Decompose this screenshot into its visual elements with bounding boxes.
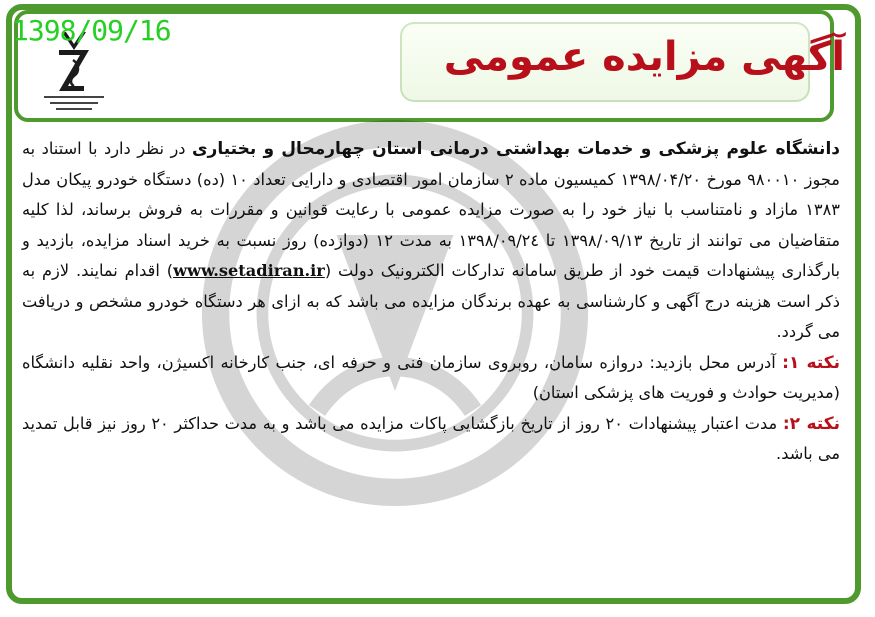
announcement-paragraph bbox=[22, 134, 840, 348]
date-stamp: 1398/09/16 bbox=[12, 14, 171, 47]
note-2-text: مدت اعتبار پیشنهادات ۲۰ روز از تاریخ بازگشایی پاکات مزایده می باشد و به مدت حداکثر ۲۰ روز نیز قابل تمدید می باشد. bbox=[22, 413, 840, 463]
announcement-body bbox=[22, 134, 840, 470]
lead-organization: دانشگاه علوم پزشکی و خدمات بهداشتی درمانی استان چهارمحال و بختیاری bbox=[191, 139, 840, 159]
note-1-text: آدرس محل بازدید: دروازه سامان، روبروی سازمان فنی و حرفه ای، جنب کارخانه اکسیژن، واحد نقلیه دانشگاه (مدیریت حوادث و فوریت های پزشکی استان) bbox=[22, 352, 840, 402]
note-1 bbox=[22, 348, 840, 409]
paragraph-text: در نظر دارد با استناد به مجوز ۹۸۰۰۱۰ مورخ ۱۳۹۸/۰۴/۲۰ کمیسیون ماده ۲ سازمان امور اقتصادی و دارایی تعداد ۱۰ (ده) دستگاه خودرو پیکان مدل ۱۳۸۳ مازاد و نامتناسب با نیاز خود را به صورت مزایده عمومی با رعایت قوانین و مقررات به فروش برساند، لذا کلیه متقاضیان می توانند از تاریخ ۱۳۹۸/۰۹/۱۳ تا ۱۳۹۸/۰۹/۲٤ به مدت ۱۲ (دوازده) روز نسبت به خرید اسناد مزایده، بازدید و بارگذاری پیشنهادات قیمت خود از طریق سامانه تدارکات الکترونیک دولت ( bbox=[22, 139, 841, 280]
setadiran-link[interactable]: www.setadiran.ir bbox=[173, 261, 325, 280]
note-1-label: نکته ۱: bbox=[782, 352, 841, 373]
note-2-label: نکته ۲: bbox=[782, 413, 840, 434]
note-2 bbox=[22, 409, 840, 470]
paragraph-text-end: ) اقدام نمایند. لازم به ذکر است هزینه درج آگهی و کارشناسی به عهده برندگان مزایده می باشد که به ازای هر دستگاه خودرو مشخص و دریافت می گردد. bbox=[22, 261, 840, 341]
page-title: آگهی مزایده عمومی bbox=[443, 34, 845, 80]
